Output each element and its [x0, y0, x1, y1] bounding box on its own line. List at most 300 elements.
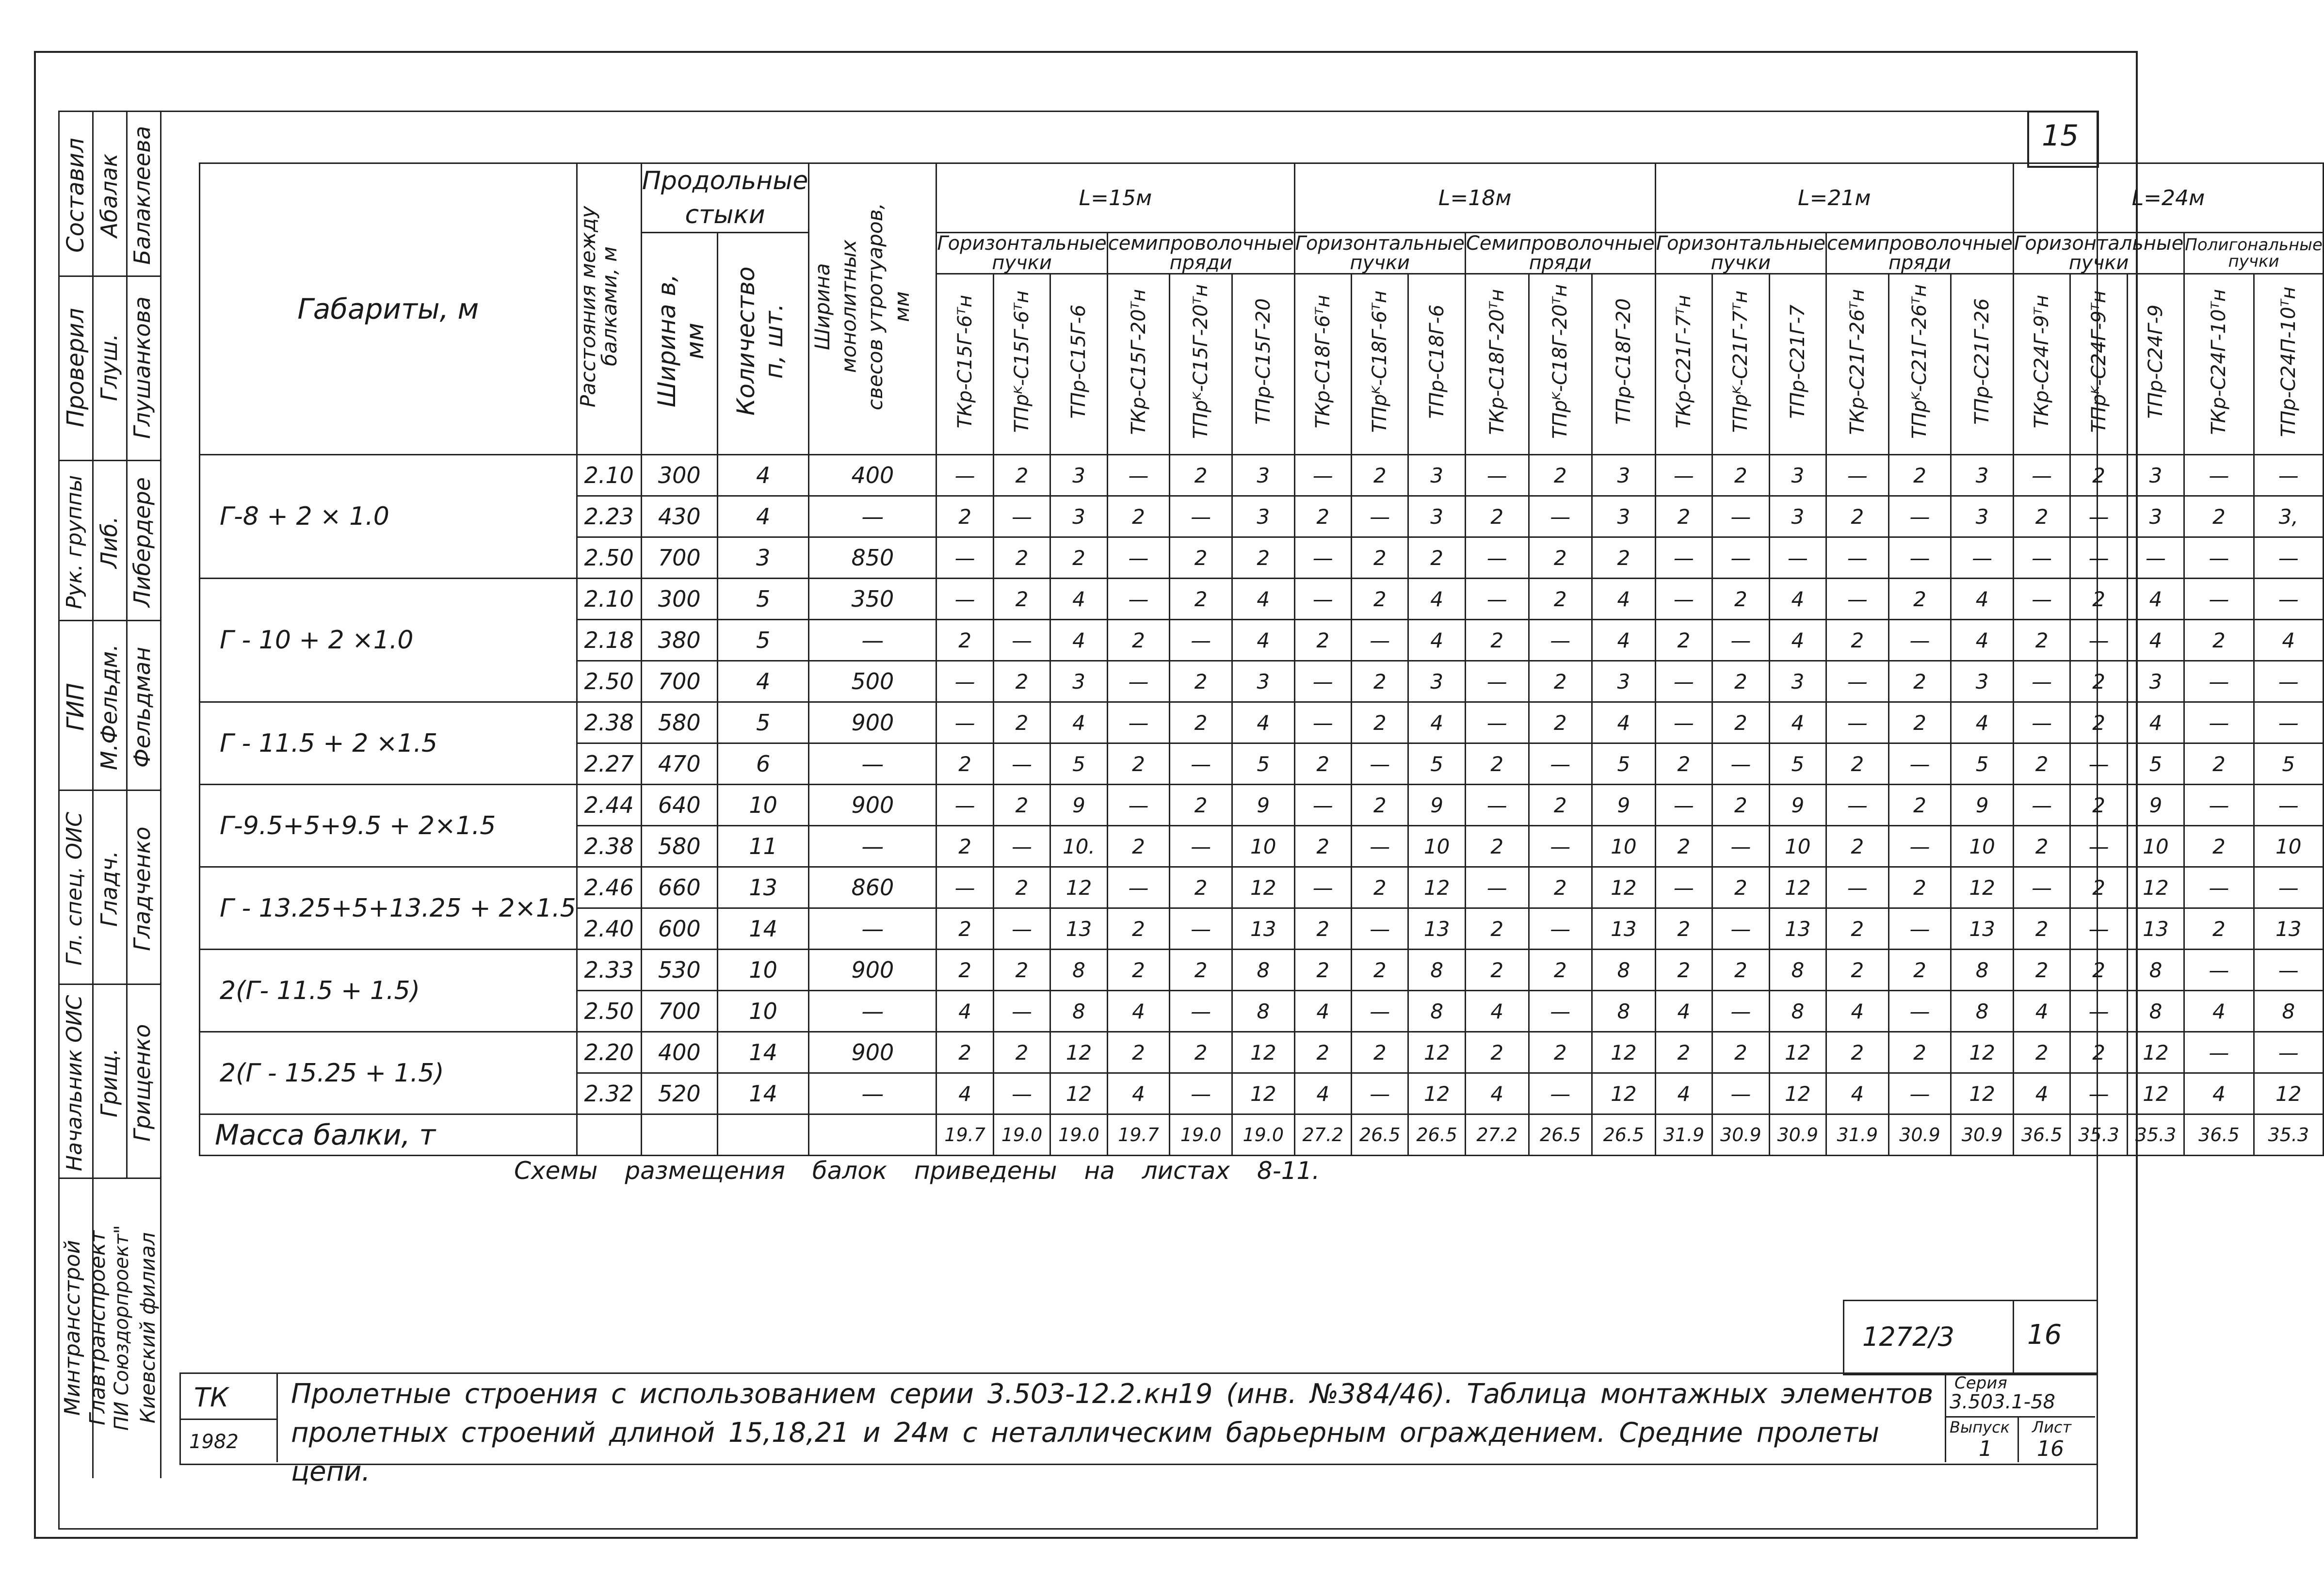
distance-cell: 2.20 [577, 1032, 641, 1073]
beam-count-cell: 3 [1232, 455, 1294, 496]
beam-count-cell: 8 [1769, 950, 1826, 991]
beam-count-cell: 8 [1408, 950, 1465, 991]
beam-count-cell: — [1352, 991, 1408, 1032]
beam-count-cell: 2 [2184, 826, 2254, 867]
beam-count-cell: 4 [1408, 579, 1465, 620]
beam-count-cell: — [1294, 661, 1351, 702]
beam-header: ТПр-С24Г-9 [2127, 274, 2184, 455]
span-header-18: L=18м [1294, 163, 1655, 233]
beam-count-cell: 2 [1107, 620, 1170, 661]
beam-count-cell: — [1888, 826, 1951, 867]
beam-count-cell: 12 [1408, 1073, 1465, 1114]
beam-count-cell: 12 [1408, 867, 1465, 908]
beam-count-cell: — [936, 455, 993, 496]
beam-count-cell: 12 [2127, 1032, 2184, 1073]
beam-count-cell: 2 [1352, 579, 1408, 620]
beam-count-cell: 2 [1294, 620, 1351, 661]
beam-count-cell: 2 [993, 579, 1050, 620]
beam-count-cell: — [2013, 867, 2070, 908]
beam-count-cell: 2 [1529, 702, 1592, 743]
name-1: Глушанкова [129, 296, 155, 439]
mass-cell: 31.9 [1826, 1114, 1889, 1156]
beam-count-cell: 4 [1107, 991, 1170, 1032]
org-0: Минтрансстрой [60, 1240, 85, 1416]
ref-sheet: 16 [2027, 1319, 2062, 1351]
beam-count-cell: 3 [1408, 496, 1465, 537]
beam-count-cell: 9 [1408, 785, 1465, 826]
beam-count-cell: 4 [1232, 702, 1294, 743]
role-2: Рук. группы [62, 475, 87, 610]
beam-count-cell: 2 [1107, 826, 1170, 867]
group-21-1: семипроволочные пряди [1827, 232, 2013, 274]
beam-count-cell: — [1465, 702, 1529, 743]
beam-count-cell: 2 [2013, 743, 2070, 785]
width-cell: 470 [641, 743, 717, 785]
beam-count-cell: 2 [1050, 537, 1107, 579]
beam-count-cell: 2 [993, 537, 1050, 579]
beam-count-cell: 2 [1107, 743, 1170, 785]
sidewalk-cell: 900 [809, 1032, 936, 1073]
width-cell: 580 [641, 702, 717, 743]
beam-count-cell: 2 [1529, 867, 1592, 908]
beam-header: ТПрᴷ-С18Г-6ᵀн [1352, 274, 1408, 455]
beam-count-cell: 2 [1232, 537, 1294, 579]
beam-count-cell: 2 [993, 785, 1050, 826]
beam-count-cell: 4 [1294, 991, 1351, 1032]
beam-count-cell: 2 [1170, 867, 1232, 908]
beam-count-cell: 2 [2184, 908, 2254, 950]
beam-count-cell: 3 [1050, 496, 1107, 537]
beam-count-cell: 4 [1655, 991, 1712, 1032]
beam-count-cell: 2 [993, 950, 1050, 991]
table-row [200, 950, 2324, 991]
beam-count-cell: 2 [1655, 743, 1712, 785]
beam-count-cell: 5 [2127, 743, 2184, 785]
beam-count-cell: 12 [1592, 1032, 1656, 1073]
beam-count-cell: 2 [936, 620, 993, 661]
beam-count-cell: — [1826, 867, 1889, 908]
beam-count-cell: — [1951, 537, 2014, 579]
mass-cell: 31.9 [1655, 1114, 1712, 1156]
beam-count-cell: 2 [993, 702, 1050, 743]
beam-count-cell: 12 [1408, 1032, 1465, 1073]
header-count: Количество п, шт. [717, 233, 809, 455]
beam-count-cell: 2 [1712, 579, 1769, 620]
beam-count-cell: 3 [1232, 496, 1294, 537]
org-1: Главтранспроект [85, 1230, 110, 1425]
mass-cell: 19.0 [1050, 1114, 1107, 1156]
beam-count-cell: — [2184, 702, 2254, 743]
beam-count-cell: — [936, 702, 993, 743]
distance-cell: 2.27 [577, 743, 641, 785]
width-cell: 700 [641, 537, 717, 579]
mass-cell: 35.3 [2070, 1114, 2127, 1156]
beam-count-cell: 2 [1170, 661, 1232, 702]
beam-count-cell: 2 [1529, 455, 1592, 496]
beam-count-cell: 12 [2254, 1073, 2323, 1114]
beam-count-cell: 2 [1888, 579, 1951, 620]
beam-count-cell: — [993, 908, 1050, 950]
beam-count-cell: 4 [2127, 579, 2184, 620]
beam-count-cell: 4 [1408, 702, 1465, 743]
sidewalk-cell: 860 [809, 867, 936, 908]
beam-count-cell: 2 [1826, 950, 1889, 991]
beam-count-cell: — [2184, 537, 2254, 579]
width-cell: 580 [641, 826, 717, 867]
beam-header: ТПр-С18Г-20 [1592, 274, 1656, 455]
sidewalk-cell: 900 [809, 702, 936, 743]
beam-count-cell: — [1826, 702, 1889, 743]
width-cell: 640 [641, 785, 717, 826]
mass-cell: 35.3 [2127, 1114, 2184, 1156]
beam-count-cell: 3, [2254, 496, 2323, 537]
beam-count-cell: 3 [1769, 496, 1826, 537]
beam-count-cell: — [1170, 620, 1232, 661]
beam-count-cell: 2 [1529, 579, 1592, 620]
beam-count-cell: 12 [2127, 867, 2184, 908]
beam-count-cell: 2 [1712, 1032, 1769, 1073]
beam-count-cell: 2 [993, 455, 1050, 496]
beam-count-cell: — [2254, 455, 2323, 496]
beam-count-cell: — [1107, 537, 1170, 579]
beam-count-cell: 10 [1951, 826, 2014, 867]
beam-count-cell: 4 [2184, 1073, 2254, 1114]
beam-header: ТКр-С21Г-26ᵀн [1826, 274, 1889, 455]
beam-count-cell: 2 [936, 826, 993, 867]
mass-cell: 19.0 [993, 1114, 1050, 1156]
side-stamp [58, 111, 161, 1478]
beam-count-cell: — [1465, 455, 1529, 496]
beam-count-cell: — [1712, 620, 1769, 661]
beam-count-cell: 2 [1888, 1032, 1951, 1073]
beam-header: ТКр-С18Г-20ᵀн [1465, 274, 1529, 455]
beam-count-cell: — [993, 620, 1050, 661]
beam-count-cell: — [1107, 867, 1170, 908]
beam-count-cell: 10 [1592, 826, 1656, 867]
beam-count-cell: 5 [1769, 743, 1826, 785]
beam-count-cell: — [2127, 537, 2184, 579]
beam-count-cell: 3 [2127, 455, 2184, 496]
beam-count-cell: 2 [936, 743, 993, 785]
gabarit-cell: 2(Г - 15.25 + 1.5) [200, 1032, 577, 1114]
beam-count-cell: — [1107, 455, 1170, 496]
beam-count-cell: — [1294, 867, 1351, 908]
beam-count-cell: 2 [2070, 1032, 2127, 1073]
beam-header: ТПрᴷ-С15Г-20ᵀн [1170, 274, 1232, 455]
table-row [200, 867, 2324, 908]
span-header-21: L=21м [1655, 163, 2013, 233]
beam-count-cell: 2 [1592, 537, 1656, 579]
beam-count-cell: 2 [1712, 661, 1769, 702]
beam-count-cell: 3 [1951, 661, 2014, 702]
count-cell: 5 [717, 620, 809, 661]
beam-count-cell: — [2070, 620, 2127, 661]
beam-count-cell: 13 [1408, 908, 1465, 950]
beam-count-cell: 4 [1769, 579, 1826, 620]
beam-count-cell: 2 [1712, 950, 1769, 991]
beam-count-cell: 2 [1408, 537, 1465, 579]
beam-count-cell: — [1655, 785, 1712, 826]
beam-header: ТКр-С24Г-9ᵀн [2013, 274, 2070, 455]
name-5: Грищенко [129, 1024, 155, 1142]
signature-3: М.Фельдм. [96, 644, 122, 770]
beam-count-cell: — [1170, 991, 1232, 1032]
distance-cell: 2.38 [577, 826, 641, 867]
sheet-value: 16 [2037, 1436, 2064, 1461]
empty-cell [641, 1114, 717, 1156]
distance-cell: 2.50 [577, 661, 641, 702]
beam-header: ТПрᴷ-С24Г-9ᵀн [2070, 274, 2127, 455]
role-0: Составил [62, 138, 89, 253]
count-cell: 6 [717, 743, 809, 785]
beam-count-cell: 2 [1826, 1032, 1889, 1073]
beam-count-cell: — [1465, 785, 1529, 826]
beam-count-cell: — [2184, 1032, 2254, 1073]
beam-count-cell: 10 [1769, 826, 1826, 867]
beam-count-cell: 2 [1465, 620, 1529, 661]
sheet-description: Пролетные строения с использованием серии 3.503-12.2.кн19 (инв. №384/46). Таблица монтажных элементов пролетных строений длиной 15,18,21 и 24м с неталлическим барьерным ограждением. Средние пролеты цепи. [291, 1378, 1934, 1487]
beam-count-cell: 2 [1655, 950, 1712, 991]
distance-cell: 2.46 [577, 867, 641, 908]
beam-count-cell: 3 [1769, 661, 1826, 702]
beam-count-cell: 4 [1951, 579, 2014, 620]
beam-count-cell: — [1107, 702, 1170, 743]
beam-count-cell: 5 [1592, 743, 1656, 785]
header-gabarity: Габариты, м [200, 163, 577, 455]
beam-count-cell: — [2254, 1032, 2323, 1073]
beam-count-cell: — [1107, 661, 1170, 702]
empty-cell [809, 1114, 936, 1156]
beam-count-cell: — [1352, 1073, 1408, 1114]
beam-count-cell: — [1170, 1073, 1232, 1114]
count-cell: 14 [717, 1073, 809, 1114]
beam-count-cell: 2 [2070, 950, 2127, 991]
beam-count-cell: — [1294, 537, 1351, 579]
beam-count-cell: — [1712, 1073, 1769, 1114]
ref-number: 1272/3 [1862, 1322, 1954, 1352]
org-code: ТК [194, 1382, 229, 1413]
beam-header: ТПр-С21Г-7 [1769, 274, 1826, 455]
beam-count-cell: 2 [1352, 1032, 1408, 1073]
name-2: Либердере [129, 477, 155, 607]
beam-count-cell: 3 [1592, 661, 1656, 702]
beam-count-cell: 13 [1769, 908, 1826, 950]
beam-count-cell: — [1529, 743, 1592, 785]
beam-count-cell: 4 [1826, 991, 1889, 1032]
beam-count-cell: 4 [936, 1073, 993, 1114]
beam-count-cell: 3 [1769, 455, 1826, 496]
beam-count-cell: — [1170, 743, 1232, 785]
beam-count-cell: 4 [936, 991, 993, 1032]
beam-count-cell: — [993, 743, 1050, 785]
beam-count-cell: — [936, 661, 993, 702]
beam-count-cell: 12 [1050, 1032, 1107, 1073]
mass-label: Масса балки, т [200, 1114, 577, 1156]
width-cell: 600 [641, 908, 717, 950]
beam-count-cell: 2 [1655, 620, 1712, 661]
beam-count-cell: 4 [1050, 620, 1107, 661]
beam-count-cell: 2 [1465, 950, 1529, 991]
beam-count-cell: 8 [1592, 991, 1656, 1032]
beam-count-cell: 13 [1050, 908, 1107, 950]
count-cell: 10 [717, 785, 809, 826]
beam-count-cell: 2 [1465, 743, 1529, 785]
beam-count-cell: 8 [1951, 991, 2014, 1032]
org-2: ПИ Союздорпроект" [111, 1225, 133, 1431]
beam-count-cell: 2 [2070, 579, 2127, 620]
beam-count-cell: 2 [1529, 950, 1592, 991]
beam-count-cell: 2 [1294, 908, 1351, 950]
beam-count-cell: — [1529, 1073, 1592, 1114]
group-24-1: Полигональные пучки [2184, 233, 2324, 274]
group-15-1: семипроволочные пряди [1108, 232, 1294, 274]
beam-count-cell: — [1826, 579, 1889, 620]
beam-count-cell: 2 [1170, 950, 1232, 991]
beam-count-cell: 2 [2013, 908, 2070, 950]
sidewalk-cell: 400 [809, 455, 936, 496]
beam-count-cell: 13 [1232, 908, 1294, 950]
beam-count-cell: 13 [2254, 908, 2323, 950]
beam-count-cell: — [2070, 496, 2127, 537]
header-width: Ширина в, мм [641, 233, 717, 455]
beam-count-cell: — [993, 826, 1050, 867]
width-cell: 530 [641, 950, 717, 991]
mass-cell: 19.7 [1107, 1114, 1170, 1156]
beam-count-cell: 2 [1465, 496, 1529, 537]
beam-count-cell: 2 [993, 661, 1050, 702]
beam-count-cell: 3 [1592, 455, 1656, 496]
mass-cell: 27.2 [1294, 1114, 1351, 1156]
mass-cell: 30.9 [1769, 1114, 1826, 1156]
beam-count-cell: 12 [1951, 1032, 2014, 1073]
beam-count-cell: 8 [1050, 991, 1107, 1032]
width-cell: 380 [641, 620, 717, 661]
beam-count-cell: 4 [1951, 620, 2014, 661]
beam-count-cell: — [1888, 537, 1951, 579]
beam-count-cell: 4 [1826, 1073, 1889, 1114]
beam-count-cell: 12 [1769, 1073, 1826, 1114]
beam-count-cell: — [1170, 496, 1232, 537]
beam-count-cell: — [2254, 785, 2323, 826]
beam-count-cell: 2 [1352, 702, 1408, 743]
beam-count-cell: 4 [1050, 579, 1107, 620]
beam-count-cell: — [1294, 455, 1351, 496]
width-cell: 520 [641, 1073, 717, 1114]
group-21-0: Горизонтальные пучки [1656, 232, 1826, 274]
count-cell: 10 [717, 950, 809, 991]
distance-cell: 2.10 [577, 579, 641, 620]
beam-count-cell: 12 [1232, 1032, 1294, 1073]
beam-count-cell: — [1769, 537, 1826, 579]
signature-4: Гладч. [96, 851, 122, 927]
beam-count-cell: 8 [1592, 950, 1656, 991]
beam-count-cell: — [1465, 579, 1529, 620]
beam-count-cell: 2 [1826, 908, 1889, 950]
beam-count-cell: 2 [1352, 661, 1408, 702]
beam-count-cell: — [936, 867, 993, 908]
distance-cell: 2.33 [577, 950, 641, 991]
beam-count-cell: — [1107, 579, 1170, 620]
sidewalk-cell: — [809, 1073, 936, 1114]
distance-cell: 2.44 [577, 785, 641, 826]
beam-count-cell: — [1170, 826, 1232, 867]
table-row [200, 579, 2324, 620]
gabarit-cell: Г-8 + 2 × 1.0 [200, 455, 577, 579]
beam-count-cell: — [1826, 661, 1889, 702]
signature-0: Абалак [96, 153, 122, 238]
beam-count-cell: 2 [936, 908, 993, 950]
role-4: Гл. спец. ОИС [62, 812, 87, 966]
beam-header: ТПр-С15Г-6 [1050, 274, 1107, 455]
beam-count-cell: — [1170, 908, 1232, 950]
beam-count-cell: 3 [1951, 496, 2014, 537]
issue-value: 1 [1979, 1436, 1992, 1461]
beam-count-cell: — [993, 991, 1050, 1032]
beam-count-cell: 3 [2127, 496, 2184, 537]
distance-cell: 2.32 [577, 1073, 641, 1114]
gabarit-cell: 2(Г- 11.5 + 1.5) [200, 950, 577, 1032]
beam-count-cell: 2 [1826, 496, 1889, 537]
beam-count-cell: — [1826, 785, 1889, 826]
beam-count-cell: 4 [1294, 1073, 1351, 1114]
beam-count-cell: 8 [1951, 950, 2014, 991]
beam-count-cell: 2 [1294, 743, 1351, 785]
beam-count-cell: 8 [2127, 950, 2184, 991]
sheet-label: Лист [2032, 1418, 2072, 1436]
beam-count-cell: — [1888, 743, 1951, 785]
beam-count-cell: 4 [2127, 702, 2184, 743]
beam-count-cell: — [1888, 620, 1951, 661]
beam-count-cell: 9 [1232, 785, 1294, 826]
beam-count-cell: — [2184, 950, 2254, 991]
sidewalk-cell: — [809, 908, 936, 950]
beam-count-cell: — [1352, 743, 1408, 785]
sidewalk-cell: 350 [809, 579, 936, 620]
beam-count-cell: — [1294, 702, 1351, 743]
beam-count-cell: 10 [1408, 826, 1465, 867]
beam-count-cell: 2 [1294, 826, 1351, 867]
beam-count-cell: 4 [2013, 991, 2070, 1032]
beam-count-cell: — [2013, 579, 2070, 620]
beam-count-cell: 2 [1107, 908, 1170, 950]
beam-count-cell: 4 [1465, 991, 1529, 1032]
mass-cell: 26.5 [1529, 1114, 1592, 1156]
beam-count-cell: 2 [2013, 826, 2070, 867]
beam-count-cell: 2 [1712, 785, 1769, 826]
header-sidewalk-width: Ширина монолитных свесов утротуаров, мм [809, 163, 936, 455]
beam-count-cell: 2 [1294, 1032, 1351, 1073]
mass-cell: 26.5 [1408, 1114, 1465, 1156]
role-3: ГИП [62, 683, 89, 731]
count-cell: 3 [717, 537, 809, 579]
beam-count-cell: 2 [1529, 1032, 1592, 1073]
beam-count-cell: — [1465, 661, 1529, 702]
beam-count-cell: 2 [1294, 950, 1351, 991]
series-value: 3.503.1-58 [1950, 1391, 2056, 1413]
beam-count-cell: 4 [1592, 702, 1656, 743]
width-cell: 700 [641, 991, 717, 1032]
beam-count-cell: — [1294, 785, 1351, 826]
beam-count-cell: — [1712, 908, 1769, 950]
group-18-0: Горизонтальные пучки [1295, 232, 1465, 274]
table-row [200, 1032, 2324, 1073]
beam-count-cell: — [1826, 455, 1889, 496]
issue-label: Выпуск [1950, 1418, 2010, 1436]
beam-count-cell: 12 [1050, 1073, 1107, 1114]
beam-count-cell: — [2254, 950, 2323, 991]
beam-header: ТПр-С21Г-26 [1951, 274, 2014, 455]
beam-count-cell: — [1655, 455, 1712, 496]
